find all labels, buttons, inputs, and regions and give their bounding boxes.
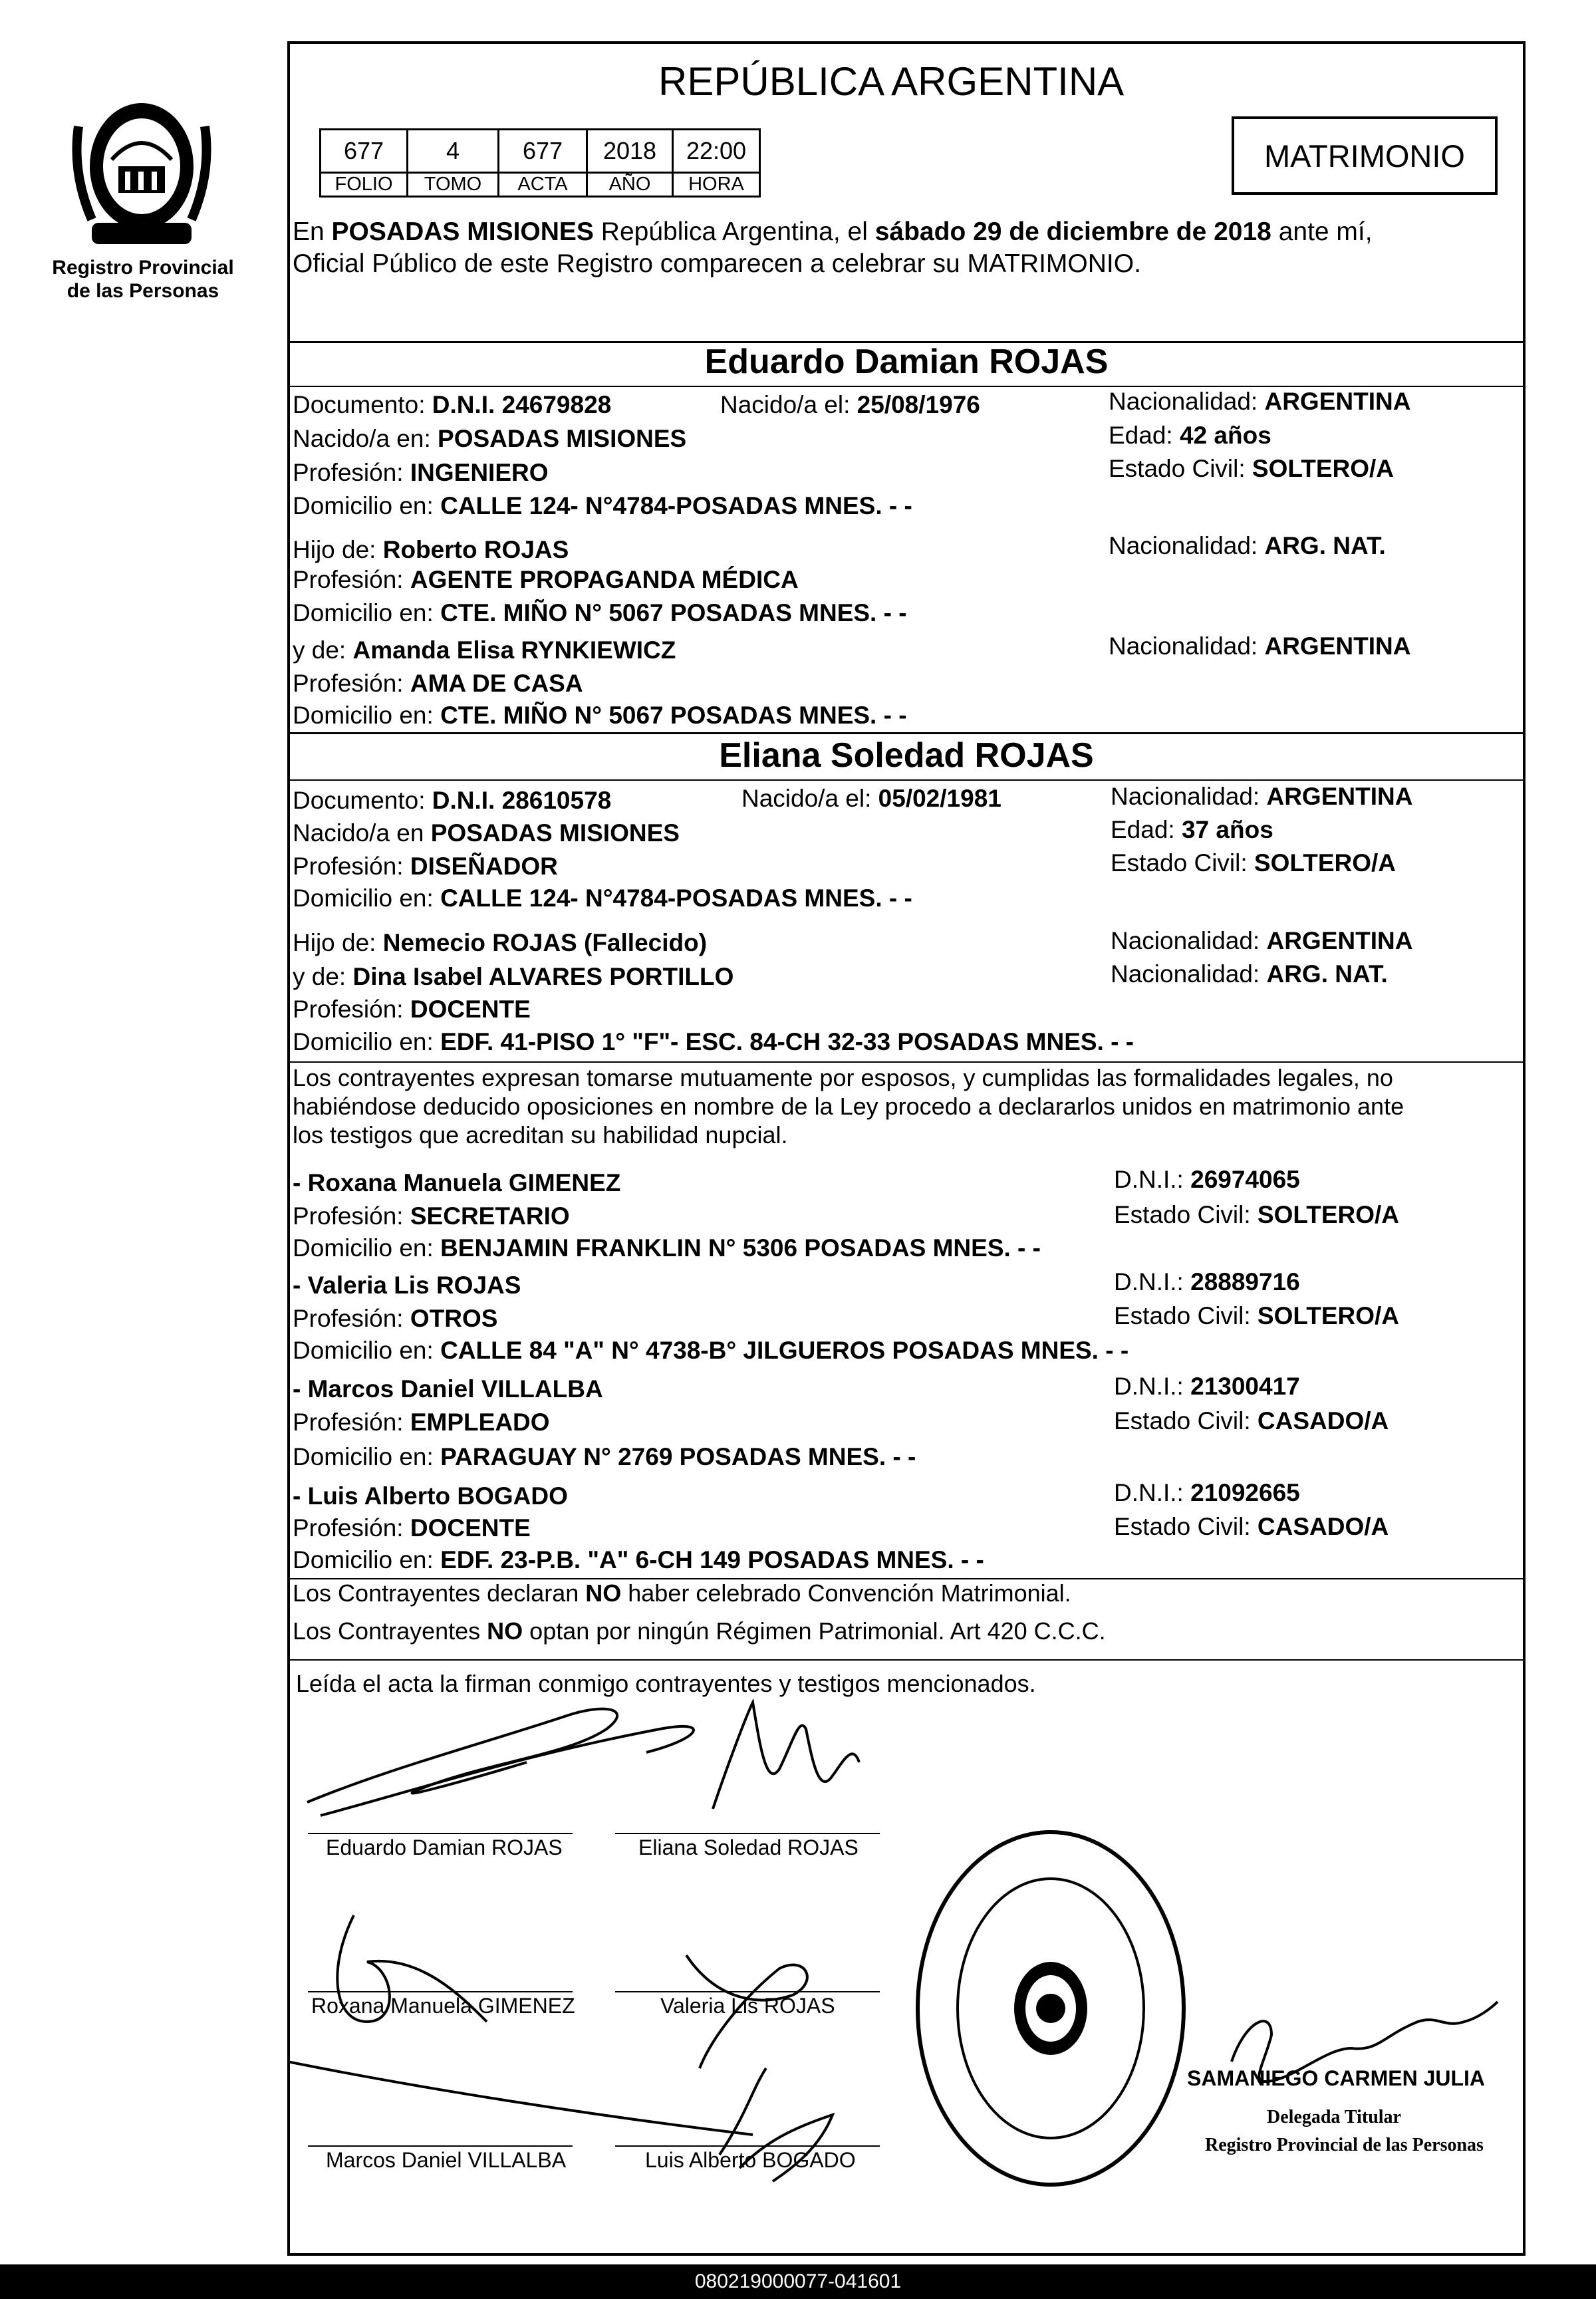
registry-table bbox=[319, 128, 761, 198]
spouse1-nationality: Nacionalidad: ARGENTINA bbox=[1109, 388, 1411, 415]
spouse2-birthdate: Nacido/a el: 05/02/1981 bbox=[741, 785, 1001, 812]
spouse2-mother-profession: Profesión: DOCENTE bbox=[293, 996, 531, 1023]
divider-declaration bbox=[287, 1061, 1526, 1063]
spouse2-age: Edad: 37 años bbox=[1111, 816, 1273, 843]
spouse1-mother: y de: Amanda Elisa RYNKIEWICZ bbox=[293, 636, 676, 664]
witness-2-dni: D.N.I.: 28889716 bbox=[1114, 1268, 1300, 1295]
spouse1-mother-address: Domicilio en: CTE. MIÑO N° 5067 POSADAS MNES. - - bbox=[293, 702, 907, 729]
signature-label-2: Eliana Soledad ROJAS bbox=[638, 1835, 859, 1859]
witness-3-address: Domicilio en: PARAGUAY N° 2769 POSADAS MNES. - - bbox=[293, 1443, 916, 1470]
official-name: SAMANIEGO CARMEN JULIA bbox=[1187, 2066, 1486, 2090]
witness-4-dni: D.N.I.: 21092665 bbox=[1114, 1479, 1300, 1506]
act-type-box: MATRIMONIO bbox=[1232, 116, 1498, 195]
closing-statement: Leída el acta la firman conmigo contrayentes y testigos mencionados. bbox=[296, 1670, 1036, 1697]
witness-1-address: Domicilio en: BENJAMIN FRANKLIN N° 5306 POSADAS MNES. - - bbox=[293, 1234, 1041, 1262]
spouse2-address: Domicilio en: CALLE 124- N°4784-POSADAS MNES. - - bbox=[293, 884, 912, 912]
spouse2-profession: Profesión: DISEÑADOR bbox=[293, 853, 558, 880]
logo-caption-line1: Registro Provincial bbox=[52, 257, 234, 279]
spouse1-profession: Profesión: INGENIERO bbox=[293, 459, 549, 486]
spouse2-mother-nationality: Nacionalidad: ARG. NAT. bbox=[1111, 960, 1388, 988]
witness-2-profession: Profesión: OTROS bbox=[293, 1305, 498, 1332]
spouse2-name: Eliana Soledad ROJAS bbox=[719, 736, 1094, 775]
spouse2-mother: y de: Dina Isabel ALVARES PORTILLO bbox=[293, 963, 734, 990]
spouse1-address: Domicilio en: CALLE 124- N°4784-POSADAS MNES. - - bbox=[293, 492, 912, 519]
spouse1-birthdate: Nacido/a el: 25/08/1976 bbox=[720, 391, 980, 418]
signature-line-1 bbox=[308, 1833, 573, 1834]
witness-4-name: - Luis Alberto BOGADO bbox=[293, 1482, 568, 1510]
spouse1-father: Hijo de: Roberto ROJAS bbox=[293, 536, 569, 563]
conventions-line-2: Los Contrayentes NO optan por ningún Régimen Patrimonial. Art 420 C.C.C. bbox=[293, 1617, 1106, 1645]
witness-4-profession: Profesión: DOCENTE bbox=[293, 1514, 531, 1542]
signature-label-4: Valeria Lis ROJAS bbox=[660, 1994, 835, 2018]
declaration-line-2: habiéndose deducido oposiciones en nombre de la Ley procedo a declararlos unidos en matrimonio ante bbox=[293, 1093, 1404, 1120]
witness-1-name: - Roxana Manuela GIMENEZ bbox=[293, 1169, 621, 1196]
ano-label: AÑO bbox=[587, 173, 673, 197]
spouse1-father-address: Domicilio en: CTE. MIÑO N° 5067 POSADAS MNES. - - bbox=[293, 599, 907, 626]
witness-3-profession: Profesión: EMPLEADO bbox=[293, 1409, 550, 1436]
coat-of-arms-icon bbox=[65, 86, 218, 253]
witness-2-civil: Estado Civil: SOLTERO/A bbox=[1114, 1302, 1400, 1329]
spouse2-nationality: Nacionalidad: ARGENTINA bbox=[1111, 783, 1413, 810]
tomo-label: TOMO bbox=[408, 173, 499, 197]
signature-line-5 bbox=[308, 2145, 573, 2147]
signature-scribble-1b bbox=[321, 1726, 694, 1816]
spouse2-birthplace: Nacido/a en POSADAS MISIONES bbox=[293, 819, 680, 847]
hora-label: HORA bbox=[673, 173, 760, 197]
declaration-line-3: los testigos que acreditan su habilidad nupcial. bbox=[293, 1121, 788, 1149]
spouse1-father-nationality: Nacionalidad: ARG. NAT. bbox=[1109, 532, 1386, 559]
witness-1-dni: D.N.I.: 26974065 bbox=[1114, 1166, 1300, 1193]
signature-line-6 bbox=[615, 2145, 880, 2147]
divider-spouse2-top bbox=[287, 732, 1526, 734]
tomo-value: 4 bbox=[408, 130, 499, 173]
divider-closing bbox=[287, 1659, 1526, 1661]
signature-line-3 bbox=[308, 1991, 573, 1992]
signature-scribble-2 bbox=[713, 1702, 859, 1809]
ano-value: 2018 bbox=[587, 130, 673, 173]
document-code-footer: 080219000077-041601 bbox=[0, 2264, 1596, 2299]
official-org: Registro Provincial de las Personas bbox=[1205, 2135, 1484, 2155]
spouse1-name: Eduardo Damian ROJAS bbox=[704, 342, 1109, 381]
witness-4-address: Domicilio en: EDF. 23-P.B. "A" 6-CH 149 POSADAS MNES. - - bbox=[293, 1546, 984, 1573]
signature-scribble-1 bbox=[307, 1709, 617, 1802]
spouse1-father-profession: Profesión: AGENTE PROPAGANDA MÉDICA bbox=[293, 566, 799, 593]
signature-scribble-5 bbox=[287, 2062, 766, 2155]
spouse1-mother-profession: Profesión: AMA DE CASA bbox=[293, 670, 583, 697]
conventions-line-1: Los Contrayentes declaran NO haber celebrado Convención Matrimonial. bbox=[293, 1579, 1071, 1607]
spouse1-mother-nationality: Nacionalidad: ARGENTINA bbox=[1109, 632, 1411, 660]
witness-1-civil: Estado Civil: SOLTERO/A bbox=[1114, 1201, 1400, 1228]
spouse1-civil-status: Estado Civil: SOLTERO/A bbox=[1109, 455, 1395, 482]
signature-label-1: Eduardo Damian ROJAS bbox=[326, 1835, 563, 1859]
witness-2-name: - Valeria Lis ROJAS bbox=[293, 1272, 521, 1299]
hora-value: 22:00 bbox=[673, 130, 760, 173]
divider-spouse2-name bbox=[287, 779, 1526, 781]
signature-label-6: Luis Alberto BOGADO bbox=[645, 2148, 856, 2172]
province-logo bbox=[65, 86, 218, 253]
witness-1-profession: Profesión: SECRETARIO bbox=[293, 1202, 570, 1230]
witness-3-name: - Marcos Daniel VILLALBA bbox=[293, 1375, 603, 1403]
intro-line-1: En POSADAS MISIONES República Argentina, el sábado 29 de diciembre de 2018 ante mí, bbox=[293, 217, 1373, 246]
declaration-line-1: Los contrayentes expresan tomarse mutuamente por esposos, y cumplidas las formalidades legales, no bbox=[293, 1064, 1393, 1091]
official-role: Delegada Titular bbox=[1267, 2107, 1401, 2127]
divider-spouse1-name bbox=[287, 386, 1526, 387]
signature-line-4 bbox=[615, 1991, 880, 1992]
official-seal-icon bbox=[911, 1822, 1190, 2195]
folio-value: 677 bbox=[321, 130, 408, 173]
document-title: REPÚBLICA ARGENTINA bbox=[658, 59, 1125, 104]
signature-label-3: Roxana Manuela GIMENEZ bbox=[311, 1994, 575, 2018]
signature-label-5: Marcos Daniel VILLALBA bbox=[326, 2148, 567, 2172]
logo-caption-line2: de las Personas bbox=[66, 280, 219, 302]
folio-label: FOLIO bbox=[321, 173, 408, 197]
acta-label: ACTA bbox=[499, 173, 587, 197]
spouse2-civil-status: Estado Civil: SOLTERO/A bbox=[1111, 849, 1396, 877]
spouse2-mother-address: Domicilio en: EDF. 41-PISO 1° "F"- ESC. 84-CH 32-33 POSADAS MNES. - - bbox=[293, 1028, 1134, 1055]
witness-3-civil: Estado Civil: CASADO/A bbox=[1114, 1407, 1389, 1434]
witness-4-civil: Estado Civil: CASADO/A bbox=[1114, 1513, 1389, 1540]
spouse1-document: Documento: D.N.I. 24679828 bbox=[293, 391, 612, 418]
intro-line-2: Oficial Público de este Registro comparecen a celebrar su MATRIMONIO. bbox=[293, 249, 1141, 278]
witness-2-address: Domicilio en: CALLE 84 "A" N° 4738-B° JILGUEROS POSADAS MNES. - - bbox=[293, 1337, 1129, 1364]
spouse2-father: Hijo de: Nemecio ROJAS (Fallecido) bbox=[293, 929, 708, 956]
spouse1-birthplace: Nacido/a en: POSADAS MISIONES bbox=[293, 425, 687, 452]
spouse2-father-nationality: Nacionalidad: ARGENTINA bbox=[1111, 927, 1413, 954]
spouse1-age: Edad: 42 años bbox=[1109, 422, 1271, 449]
acta-value: 677 bbox=[499, 130, 587, 173]
spouse2-document: Documento: D.N.I. 28610578 bbox=[293, 787, 612, 814]
witness-3-dni: D.N.I.: 21300417 bbox=[1114, 1373, 1300, 1400]
logo-caption bbox=[40, 256, 246, 303]
signature-line-2 bbox=[615, 1833, 880, 1834]
